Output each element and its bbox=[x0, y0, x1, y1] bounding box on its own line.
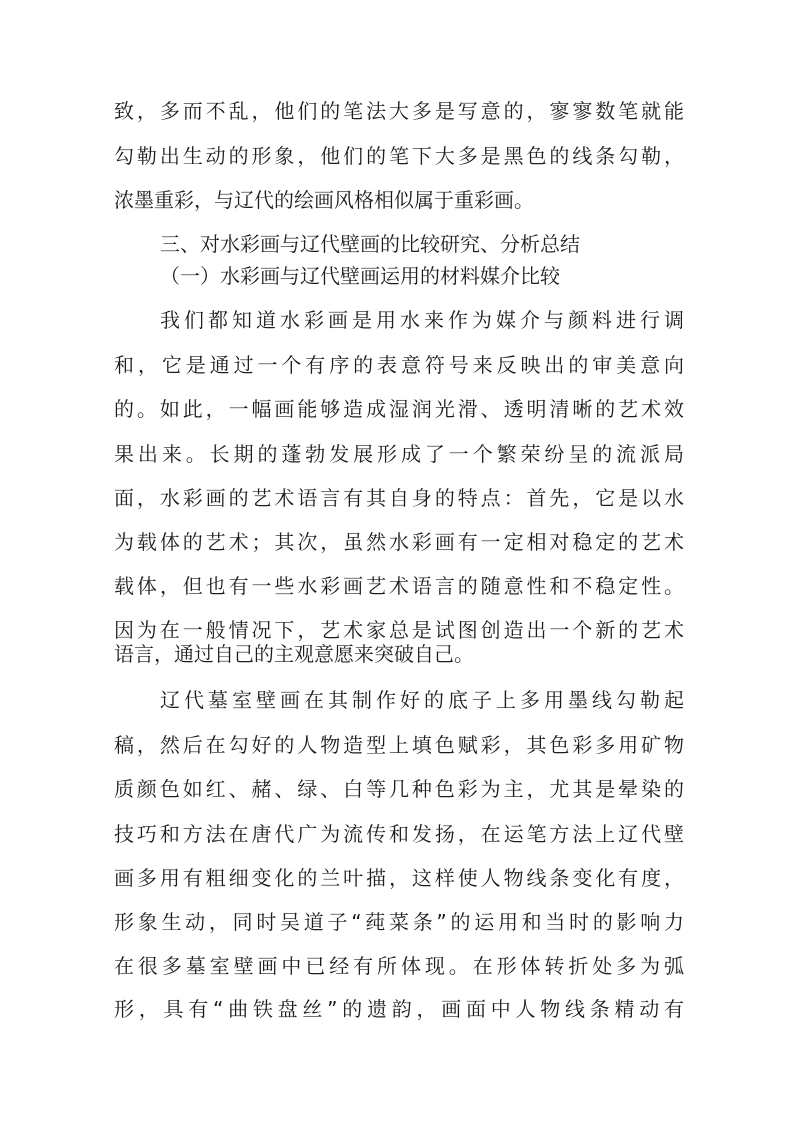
body-text-line: 因为在一般情况下，艺术家总是试图创造出一个新的艺术 bbox=[114, 618, 684, 642]
body-text-line: 致，多而不乱，他们的笔法大多是写意的，寥寥数笔就能 bbox=[114, 99, 684, 123]
body-text-line: 浓墨重彩，与辽代的绘画风格相似属于重彩画。 bbox=[114, 188, 534, 212]
body-text-line: 果出来。长期的蓬勃发展形成了一个繁荣纷呈的流派局 bbox=[114, 442, 684, 466]
body-text-line: 我们都知道水彩画是用水来作为媒介与颜料进行调 bbox=[160, 308, 684, 332]
section-heading: 三、对水彩画与辽代壁画的比较研究、分析总结 bbox=[160, 232, 580, 256]
body-text-line: 和，它是通过一个有序的表意符号来反映出的审美意向 bbox=[114, 353, 684, 377]
body-text-line: 技巧和方法在唐代广为流传和发扬，在运笔方法上辽代壁 bbox=[114, 822, 684, 846]
body-text-line: 质颜色如红、赭、绿、白等几种色彩为主，尤其是晕染的 bbox=[114, 777, 684, 801]
body-text-line: 形，具有“曲铁盘丝”的遗韵，画面中人物线条精动有 bbox=[114, 997, 684, 1021]
body-text-line: 语言，通过自己的主观意愿来突破自己。 bbox=[114, 642, 474, 666]
body-text-line: 为载体的艺术；其次，虽然水彩画有一定相对稳定的艺术 bbox=[114, 530, 684, 554]
body-text-line: 形象生动，同时吴道子“莼菜条”的运用和当时的影响力 bbox=[114, 910, 684, 934]
body-text-line: 的。如此，一幅画能够造成湿润光滑、透明清晰的艺术效 bbox=[114, 397, 684, 421]
body-text-line: 面，水彩画的艺术语言有其自身的特点：首先，它是以水 bbox=[114, 486, 684, 510]
body-text-line: 稿，然后在勾好的人物造型上填色赋彩，其色彩多用矿物 bbox=[114, 733, 684, 757]
body-text-line: 在很多墓室壁画中已经有所体现。在形体转折处多为弧 bbox=[114, 954, 684, 978]
subsection-heading: （一）水彩画与辽代壁画运用的材料媒介比较 bbox=[160, 264, 560, 288]
body-text-line: 辽代墓室壁画在其制作好的底子上多用墨线勾勒起 bbox=[160, 688, 684, 712]
body-text-line: 载体，但也有一些水彩画艺术语言的随意性和不稳定性。 bbox=[114, 574, 684, 598]
body-text-line: 勾勒出生动的形象，他们的笔下大多是黑色的线条勾勒， bbox=[114, 144, 684, 168]
body-text-line: 画多用有粗细变化的兰叶描，这样使人物线条变化有度， bbox=[114, 866, 684, 890]
